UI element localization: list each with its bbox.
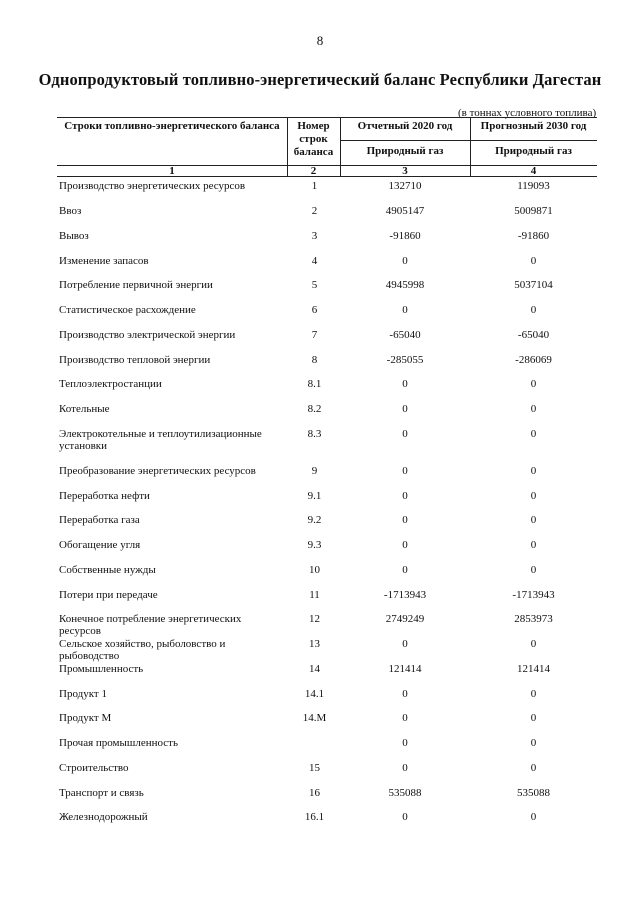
header-number-line3: баланса bbox=[293, 146, 334, 158]
row-label-line: Статистическое расхождение bbox=[59, 304, 196, 316]
row-label bbox=[59, 762, 284, 774]
value-2020: 0 bbox=[402, 737, 408, 749]
value-2030: 2853973 bbox=[514, 613, 553, 625]
row-number: 15 bbox=[309, 762, 320, 774]
row-label-line: Потребление первичной энергии bbox=[59, 279, 213, 291]
row-label bbox=[59, 514, 284, 526]
row-label-line: Промышленность bbox=[59, 663, 144, 675]
table-top-rule bbox=[57, 117, 597, 118]
value-2030: 119093 bbox=[517, 180, 550, 192]
value-2020: 4945998 bbox=[385, 279, 425, 291]
row-number: 5 bbox=[311, 279, 318, 291]
value-2030: -286069 bbox=[515, 354, 552, 366]
value-2030: 0 bbox=[530, 638, 537, 650]
value-2020: 535088 bbox=[388, 787, 422, 799]
value-2020: 0 bbox=[402, 255, 408, 267]
row-number: 16 bbox=[309, 787, 320, 799]
row-label-line: Изменение запасов bbox=[59, 255, 149, 267]
value-2020: 0 bbox=[402, 539, 408, 551]
row-number: 9.3 bbox=[307, 539, 322, 551]
value-2030: 0 bbox=[530, 712, 537, 724]
value-2030: 0 bbox=[530, 811, 537, 823]
row-label bbox=[59, 712, 284, 724]
row-number: 13 bbox=[309, 638, 320, 650]
row-label-line: Железнодорожный bbox=[59, 811, 148, 823]
row-label-line: Теплоэлектростанции bbox=[59, 378, 162, 390]
value-2030: -65040 bbox=[517, 329, 550, 341]
row-label bbox=[59, 564, 284, 576]
value-2030: 5037104 bbox=[514, 279, 553, 291]
header-number-line1: Номер bbox=[297, 120, 330, 132]
row-number: 4 bbox=[311, 255, 318, 267]
value-2020: 0 bbox=[402, 564, 408, 576]
header-number bbox=[287, 120, 340, 159]
row-label-line: Преобразование энергетических ресурсов bbox=[59, 465, 256, 477]
row-label-line: Ввоз bbox=[59, 205, 82, 217]
row-label bbox=[59, 737, 284, 749]
col-num-2: 2 bbox=[310, 165, 317, 177]
row-label bbox=[59, 490, 284, 502]
value-2020: 0 bbox=[402, 403, 408, 415]
row-number: 14 bbox=[309, 663, 320, 675]
row-label bbox=[59, 230, 284, 242]
value-2020: 0 bbox=[402, 465, 408, 477]
page-number: 8 bbox=[316, 33, 324, 48]
value-2030: 0 bbox=[530, 737, 537, 749]
units-note: (в тоннах условного топлива) bbox=[458, 107, 597, 119]
value-2020: 0 bbox=[402, 688, 408, 700]
row-label bbox=[59, 428, 284, 452]
row-number: 9.2 bbox=[307, 514, 322, 526]
row-label bbox=[59, 787, 284, 799]
row-label-line: Вывоз bbox=[59, 230, 89, 242]
row-number: 7 bbox=[311, 329, 318, 341]
value-2030: 0 bbox=[530, 762, 537, 774]
value-2020: 2749249 bbox=[385, 613, 425, 625]
value-2020: 0 bbox=[402, 762, 408, 774]
row-number: 14.М bbox=[302, 712, 327, 724]
row-label-line: Конечное потребление энергетических ресурсов bbox=[59, 613, 242, 637]
header-2030: Прогнозный 2030 год bbox=[480, 120, 587, 132]
row-label-line: Строительство bbox=[59, 762, 129, 774]
row-label bbox=[59, 539, 284, 551]
value-2020: 0 bbox=[402, 514, 408, 526]
value-2030: 0 bbox=[530, 255, 537, 267]
value-2030: 0 bbox=[530, 539, 537, 551]
row-label-line: установки bbox=[59, 440, 108, 452]
row-label bbox=[59, 589, 284, 601]
header-2020-fuel: Природный газ bbox=[366, 145, 444, 157]
row-label bbox=[59, 279, 284, 291]
row-label bbox=[59, 329, 284, 341]
value-2020: -285055 bbox=[386, 354, 424, 366]
row-label-line: Электрокотельные и теплоутилизационные bbox=[59, 428, 262, 440]
value-2020: 0 bbox=[402, 428, 408, 440]
row-label-line: Потери при передаче bbox=[59, 589, 158, 601]
row-label bbox=[59, 688, 284, 700]
row-label-line: Переработка газа bbox=[59, 514, 140, 526]
row-number: 8.2 bbox=[307, 403, 322, 415]
row-label-line: Транспорт и связь bbox=[59, 787, 144, 799]
value-2030: 0 bbox=[530, 514, 537, 526]
value-2030: 0 bbox=[530, 403, 537, 415]
page-title: Однопродуктовый топливно-энергетический баланс Республики Дагестан bbox=[38, 70, 602, 89]
row-number: 1 bbox=[311, 180, 318, 192]
row-number: 8 bbox=[311, 354, 318, 366]
value-2020: -91860 bbox=[389, 230, 421, 242]
value-2020: 0 bbox=[402, 304, 408, 316]
row-label-line: Котельные bbox=[59, 403, 110, 415]
row-label bbox=[59, 255, 284, 267]
row-label bbox=[59, 638, 284, 662]
row-number: 12 bbox=[309, 613, 320, 625]
value-2030: 0 bbox=[530, 465, 537, 477]
row-label bbox=[59, 663, 284, 675]
value-2020: 4905147 bbox=[385, 205, 425, 217]
value-2030: 0 bbox=[530, 428, 537, 440]
value-2030: 0 bbox=[530, 304, 537, 316]
row-label-line: Сельское хозяйство, рыболовство и рыбоводство bbox=[59, 638, 226, 662]
header-number-line2: строк bbox=[299, 133, 328, 145]
row-label-line: Обогащение угля bbox=[59, 539, 141, 551]
value-2020: 121414 bbox=[388, 663, 422, 675]
row-label bbox=[59, 613, 284, 637]
header-2030-fuel: Природный газ bbox=[495, 145, 572, 157]
header-rows: Строки топливно-энергетического баланса bbox=[64, 120, 280, 132]
row-label-line: Продукт 1 bbox=[59, 688, 107, 700]
row-number: 2 bbox=[311, 205, 318, 217]
value-2020: 0 bbox=[402, 638, 408, 650]
row-number: 6 bbox=[311, 304, 318, 316]
year-header-rule bbox=[340, 140, 597, 141]
row-number: 14.1 bbox=[304, 688, 325, 700]
value-2030: 0 bbox=[530, 688, 537, 700]
value-2020: 0 bbox=[402, 490, 408, 502]
row-label bbox=[59, 354, 284, 366]
value-2030: -1713943 bbox=[512, 589, 555, 601]
value-2030: 0 bbox=[530, 490, 537, 502]
row-number: 10 bbox=[309, 564, 320, 576]
row-label-line: Продукт М bbox=[59, 712, 112, 724]
value-2030: 535088 bbox=[517, 787, 550, 799]
value-2020: 132710 bbox=[388, 180, 422, 192]
col-num-3: 3 bbox=[402, 165, 408, 177]
col-num-1: 1 bbox=[169, 165, 175, 177]
row-number: 11 bbox=[309, 589, 320, 601]
value-2030: -91860 bbox=[517, 230, 550, 242]
row-label bbox=[59, 378, 284, 390]
row-label bbox=[59, 205, 284, 217]
value-2030: 121414 bbox=[517, 663, 550, 675]
row-number: 8.1 bbox=[307, 378, 322, 390]
value-2020: -1713943 bbox=[383, 589, 427, 601]
row-label bbox=[59, 465, 284, 477]
col-num-4: 4 bbox=[530, 165, 537, 177]
value-2020: -65040 bbox=[389, 329, 421, 341]
row-label-line: Производство тепловой энергии bbox=[59, 354, 211, 366]
row-number: 9.1 bbox=[307, 490, 322, 502]
row-label-line: Собственные нужды bbox=[59, 564, 156, 576]
row-label bbox=[59, 304, 284, 316]
row-number: 3 bbox=[311, 230, 318, 242]
value-2030: 0 bbox=[530, 564, 537, 576]
row-number: 8.3 bbox=[307, 428, 322, 440]
row-label bbox=[59, 180, 284, 192]
row-label-line: Производство электрической энергии bbox=[59, 329, 236, 341]
row-number: 16.1 bbox=[304, 811, 325, 823]
row-label-line: Прочая промышленность bbox=[59, 737, 179, 749]
value-2020: 0 bbox=[402, 378, 408, 390]
row-label bbox=[59, 811, 284, 823]
value-2020: 0 bbox=[402, 712, 408, 724]
value-2030: 5009871 bbox=[514, 205, 553, 217]
value-2020: 0 bbox=[402, 811, 408, 823]
row-label-line: Производство энергетических ресурсов bbox=[59, 180, 246, 192]
value-2030: 0 bbox=[530, 378, 537, 390]
row-number: 9 bbox=[311, 465, 318, 477]
row-label-line: Переработка нефти bbox=[59, 490, 150, 502]
header-2020: Отчетный 2020 год bbox=[357, 120, 453, 132]
row-label bbox=[59, 403, 284, 415]
